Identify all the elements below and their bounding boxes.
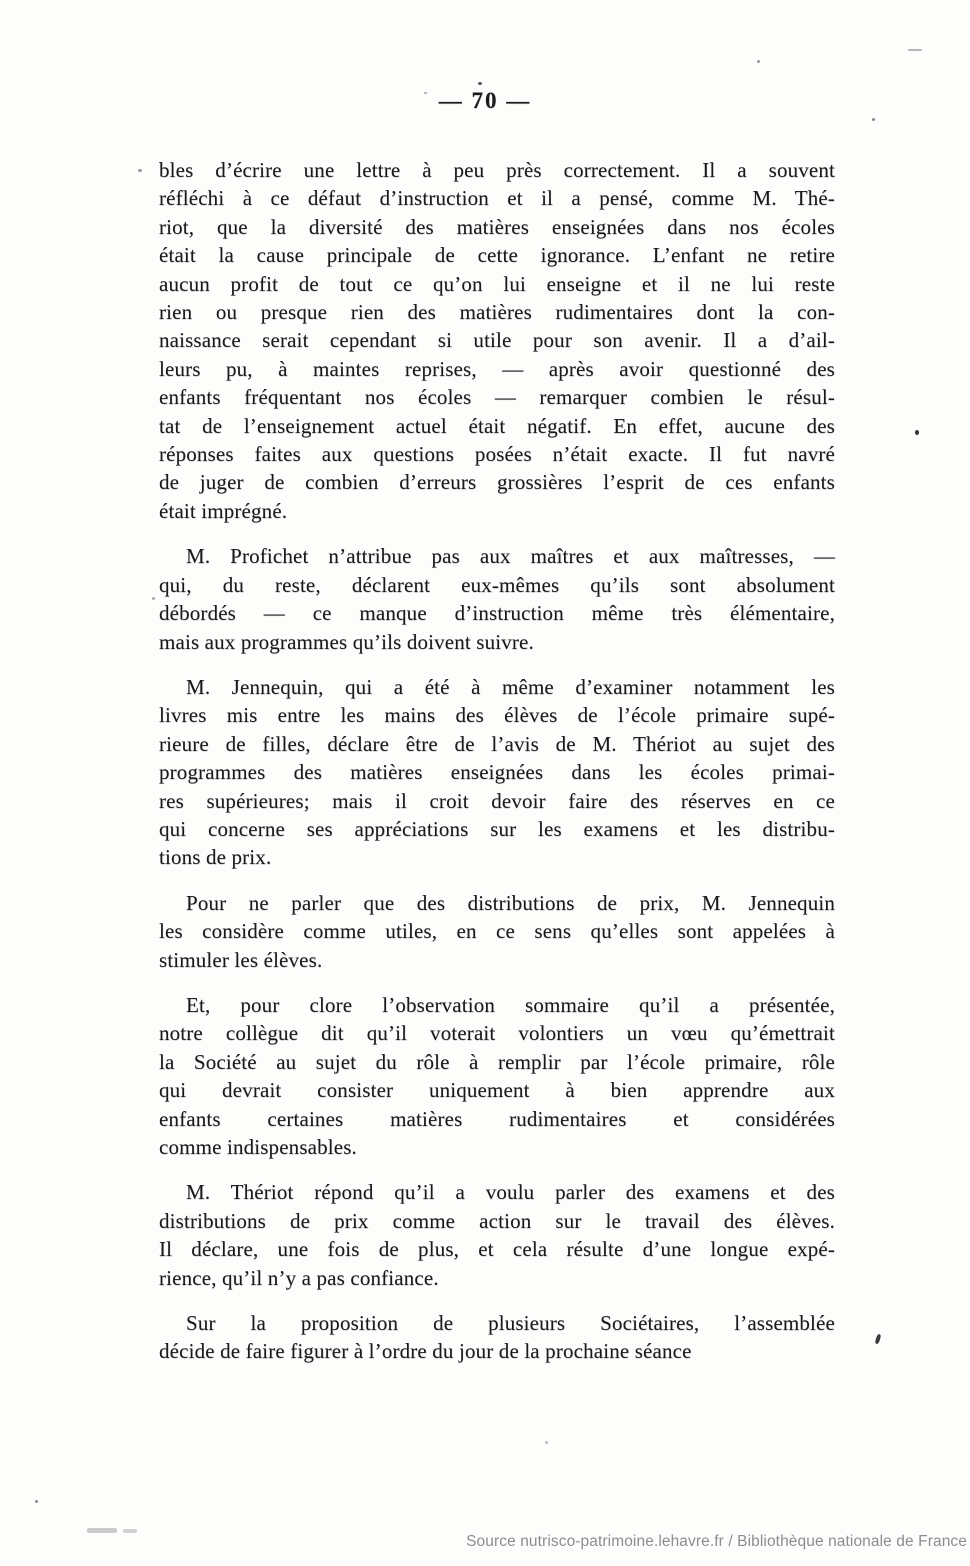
source-attribution: Source nutrisco-patrimoine.lehavre.fr / Bibliothèque nationale de France bbox=[466, 1533, 967, 1550]
text-line: M. Profichet n’attribue pas aux maîtres et aux maîtresses, — bbox=[186, 544, 835, 569]
text-line: distributions de prix comme action sur le travail des élèves. bbox=[159, 1208, 835, 1233]
scan-speck bbox=[915, 430, 919, 435]
scan-speck bbox=[138, 169, 142, 172]
scan-speck bbox=[35, 1500, 38, 1503]
text-line: comme indispensables. bbox=[159, 1135, 357, 1159]
text-line: Il déclare, une fois de plus, et cela résulte d’une longue expé- bbox=[159, 1237, 835, 1262]
text-line: tat de l’enseignement actuel était négatif. En effet, aucune des bbox=[159, 413, 835, 438]
text-line: aucun profit de tout ce qu’on lui enseigne et il ne lui reste bbox=[159, 271, 835, 296]
paragraph-7 bbox=[159, 1309, 835, 1366]
page-number: — 70 — bbox=[438, 88, 532, 113]
scan-speck bbox=[875, 1334, 882, 1345]
text-line: bles d’écrire une lettre à peu près correctement. Il a souvent bbox=[159, 158, 835, 182]
scan-speck bbox=[424, 92, 427, 94]
text-line: de juger de combien d’erreurs grossières l’esprit de ces enfants bbox=[159, 470, 835, 495]
scan-speck bbox=[908, 49, 922, 51]
paragraph-2 bbox=[159, 542, 835, 656]
paragraph-3 bbox=[159, 673, 835, 872]
text-line: était la cause principale de cette ignorance. L’enfant ne retire bbox=[159, 243, 835, 268]
text-line: la Société au sujet du rôle à remplir par l’école primaire, rôle bbox=[159, 1049, 835, 1074]
text-line: riot, que la diversité des matières enseignées dans nos écoles bbox=[159, 214, 835, 239]
text-line: livres mis entre les mains des élèves de l’école primaire supé- bbox=[159, 703, 835, 728]
scan-speck bbox=[152, 597, 155, 600]
paragraph-5 bbox=[159, 991, 835, 1161]
text-line: les considère comme utiles, en ce sens qu’elles sont appelées à bbox=[159, 919, 835, 944]
text-line: enfants certaines matières rudimentaires et considérées bbox=[159, 1106, 835, 1131]
text-line: leurs pu, à maintes reprises, — après avoir questionné des bbox=[159, 356, 835, 381]
scan-speck bbox=[757, 60, 760, 63]
text-line: rience, qu’il n’y a pas confiance. bbox=[159, 1265, 439, 1290]
paragraph-6 bbox=[159, 1178, 835, 1292]
text-line: naissance serait cependant si utile pour son avenir. Il a d’ail- bbox=[159, 328, 835, 353]
scan-smudge bbox=[87, 1528, 117, 1533]
text-line: notre collègue dit qu’il voterait volontiers un vœu qu’émettrait bbox=[159, 1021, 835, 1046]
scan-smudge bbox=[123, 1529, 137, 1533]
scan-speck bbox=[478, 82, 482, 85]
text-line: programmes des matières enseignées dans les écoles primai- bbox=[159, 760, 835, 785]
text-line: débordés — ce manque d’instruction même très élémentaire, bbox=[159, 601, 835, 626]
text-line: qui concerne ses appréciations sur les examens et les distribu- bbox=[159, 816, 835, 841]
page-text-block bbox=[159, 156, 835, 1366]
text-line: était imprégné. bbox=[159, 498, 288, 523]
text-line: décide de faire figurer à l’ordre du jour de la prochaine séance bbox=[159, 1339, 692, 1364]
text-line: rien ou presque rien des matières rudimentaires dont la con- bbox=[159, 300, 835, 325]
text-line: res supérieures; mais il croit devoir faire des réserves en ce bbox=[159, 788, 835, 813]
paragraph-1 bbox=[159, 156, 835, 525]
text-line: Pour ne parler que des distributions de prix, M. Jennequin bbox=[186, 890, 835, 915]
text-line: rieure de filles, déclare être de l’avis de M. Thériot au sujet des bbox=[159, 731, 835, 756]
scan-speck bbox=[545, 1441, 548, 1444]
text-line: réfléchi à ce défaut d’instruction et il a pensé, comme M. Thé- bbox=[159, 186, 835, 211]
text-line: qui devrait consister uniquement à bien apprendre aux bbox=[159, 1078, 835, 1103]
text-line: Et, pour clore l’observation sommaire qu’il a présentée, bbox=[186, 992, 835, 1017]
text-line: stimuler les élèves. bbox=[159, 947, 323, 972]
text-line: M. Jennequin, qui a été à même d’examiner notamment les bbox=[186, 674, 835, 699]
text-line: Sur la proposition de plusieurs Sociétaires, l’assemblée bbox=[186, 1311, 835, 1336]
text-line: tions de prix. bbox=[159, 845, 272, 870]
text-line: qui, du reste, déclarent eux-mêmes qu’ils sont absolument bbox=[159, 572, 835, 597]
scan-speck bbox=[872, 118, 875, 121]
paragraph-4 bbox=[159, 889, 835, 974]
text-line: M. Thériot répond qu’il a voulu parler des examens et des bbox=[186, 1180, 835, 1205]
text-line: réponses faites aux questions posées n’était exacte. Il fut navré bbox=[159, 442, 835, 467]
text-line: mais aux programmes qu’ils doivent suivre. bbox=[159, 629, 534, 654]
text-line: enfants fréquentant nos écoles — remarquer combien le résul- bbox=[159, 385, 835, 410]
